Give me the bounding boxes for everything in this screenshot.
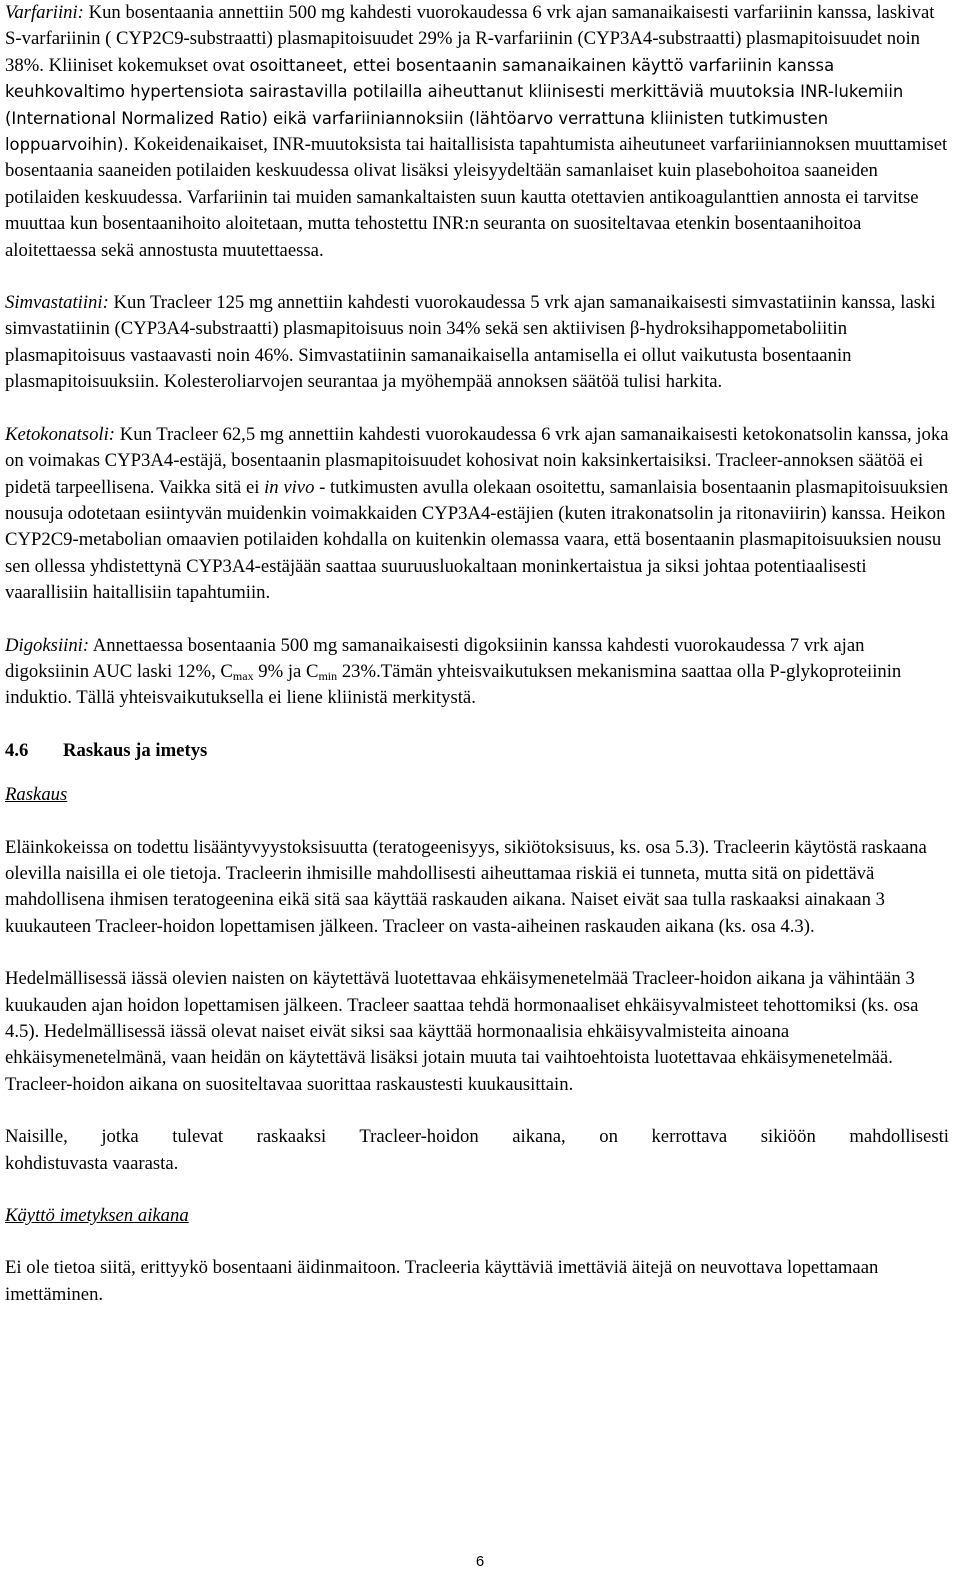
ketoconazole-text-1: Kun Tracleer 62,5 mg annettiin kahdesti vuorokaudessa 6 vrk ajan samanaikaisesti ketokonatsolin kanssa, joka on voimakas CYP3A4-estäjä, bosentaanin plasmapitoisuudet kohosivat noin kaksinkertaisiksi. Tracleer-annoksen säätöä ei pidetä tarpeellisena. Vaikka sitä ei (5, 423, 949, 498)
cmin-subscript: min (318, 668, 338, 683)
pregnancy-paragraph-3-line-2: kohdistuvasta vaarasta. (5, 1152, 179, 1174)
digoxin-text-1: Annettaessa bosentaania 500 mg samanaikaisesti digoksiinin kanssa kahdesti vuorokaudessa 7 vrk ajan digoksiinin AUC laski 12%, C (5, 634, 865, 682)
ketoconazole-paragraph (5, 422, 949, 607)
pregnancy-paragraph-3-line-1: Naisille, jotka tulevat raskaaksi Tracleer-hoidon aikana, on kerrottava sikiöön mahdollisesti (5, 1126, 949, 1148)
pregnancy-paragraph-3 (5, 1124, 949, 1177)
in-vivo-term: in vivo (264, 476, 315, 498)
ketoconazole-label: Ketokonatsoli: (5, 423, 116, 445)
page-number: 6 (475, 1553, 485, 1570)
warfarin-text-3: Kokeidenaikaiset, INR-muutoksista tai haitallisista tapahtumista aiheutuneet varfariiniannoksen muuttamiset bosentaania saaneiden potilaiden keskuudessa olivat lisäksi yleisyydeltään samanlaiset kuin plasebohoitoa saaneiden potilaiden keskuudessa. Varfariinin tai muiden samankaltaisten suun kautta otettavien antikoagulanttien annosta ei tarvitse muuttaa kun bosentaanihoito aloitetaan, mutta tehostettu INR:n seuranta on suositeltavaa etenkin bosentaanihoitoa aloitettaessa sekä annostusta muutettaessa. (5, 134, 948, 261)
digoxin-paragraph (5, 633, 949, 712)
digoxin-label: Digoksiini: (5, 634, 90, 656)
lactation-paragraph: Ei ole tietoa siitä, erittyykö bosentaani äidinmaitoon. Tracleeria käyttäviä imettäviä äitejä on neuvottava lopettamaan imettäminen. (5, 1257, 879, 1305)
digoxin-text-3: 23%.Tämän yhteisvaikutuksen mekanismina saattaa olla P-glykoproteiinin induktio. Tällä yhteisvaikutuksella ei liene kliinistä merkitystä. (5, 660, 902, 709)
pregnancy-paragraph-1: Eläinkokeissa on todettu lisääntyvyystoksisuutta (teratogeenisyys, sikiötoksisuus, ks. osa 5.3). Tracleerin käytöstä raskaana olevilla naisilla ei ole tietoja. Tracleerin ihmisille mahdollisesti aiheuttamaa riskiä ei tunneta, mutta sitä on pidettävä mahdollisena ihmisen teratogeenina eikä sitä saa käyttää raskauden aikana. Naiset eivät saa tulla raskaaksi ainakaan 3 kuukauteen Tracleer-hoidon lopettamisen jälkeen. Tracleer on vasta-aiheinen raskauden aikana (ks. osa 4.3). (5, 836, 927, 937)
simvastatin-text: Kun Tracleer 125 mg annettiin kahdesti vuorokaudessa 5 vrk ajan samanaikaisesti simvastatiinin kanssa, laski simvastatiinin (CYP3A4-substraatti) plasmapitoisuus noin 34% sekä sen aktiivisen β-hydroksihappometaboliitin plasmapitoisuus vastaavasti noin 46%. Simvastatiinin samanaikaisella antamisella ei ollut vaikutusta bosentaanin plasmapitoisuuksiin. Kolesteroliarvojen seurantaa ja myöhempää annoksen säätöä tulisi harkita. (5, 292, 936, 393)
warfarin-text-1: Kun bosentaania annettiin 500 mg kahdesti vuorokaudessa 6 vrk ajan samanaikaisesti varfariinin kanssa, laskivat S-varfariinin ( CYP2C9-substraatti) plasmapitoisuudet 29% ja R-varfariinin (CYP3A4-substraatti) plasmapitoisuudet noin 38%. Kliiniset kokemukset ovat (5, 2, 935, 76)
pregnancy-paragraph-2: Hedelmällisessä iässä olevien naisten on käytettävä luotettavaa ehkäisymenetelmää Tracleer-hoidon aikana ja vähintään 3 kuukauden ajan hoidon lopettamisen jälkeen. Tracleer saattaa tehdä hormonaaliset ehkäisyvalmisteet tehottomiksi (ks. osa 4.5). Hedelmällisessä iässä olevat naiset eivät siksi saa käyttää hormonaalisia ehkäisyvalmisteita ainoana ehkäisymenetelmänä, vaan heidän on käytettävä lisäksi jotain muuta tai vaihtoehtoista luotettavaa ehkäisymenetelmää. Tracleer-hoidon aikana on suositeltavaa suorittaa raskaustesti kuukausittain. (5, 968, 919, 1095)
document-page (5, 0, 949, 1334)
section-title: Raskaus ja imetys (63, 739, 208, 761)
cmax-subscript: max (232, 668, 254, 683)
warfarin-label: Varfariini: (5, 2, 84, 23)
section-number: 4.6 (5, 739, 29, 761)
pregnancy-heading (5, 782, 949, 808)
lactation-heading-text: Käyttö imetyksen aikana (5, 1205, 189, 1227)
lactation-heading (5, 1203, 949, 1229)
pregnancy-heading-text: Raskaus (5, 784, 68, 806)
section-heading (5, 738, 949, 764)
simvastatin-paragraph (5, 290, 949, 396)
digoxin-text-2: 9% ja C (253, 660, 319, 682)
warfarin-paragraph (5, 0, 949, 264)
warfarin-text-2: osoittaneet, ettei bosentaanin samanaikainen käyttö varfariinin kanssa keuhkovaltimo hypertensiota sairastavilla potilailla aiheuttanut kliinisesti merkittäviä muutoksia INR-lukemiin (International Normalized Ratio) eikä varfariiniannoksiin (lähtöarvo verrattuna kliinisten tutkimusten loppuarvoihin). (5, 55, 904, 155)
simvastatin-label: Simvastatiini: (5, 292, 109, 314)
ketoconazole-text-2: - tutkimusten avulla olekaan osoitettu, samanlaisia bosentaanin plasmapitoisuuksien nousuja odotetaan esiintyvän muidenkin voimakkaiden CYP3A4-estäjien (kuten itrakonatsolin ja ritonaviirin) kanssa. Heikon CYP2C9-metabolian omaavien potilaiden kohdalla on kuitenkin olemassa vaara, että bosentaanin plasmapitoisuuksien nousu sen ollessa yhdistettynä CYP3A4-estäjään saattaa suuruusluokaltaan moninkertaistua ja siksi johtaa potentiaalisesti vaarallisiin haitallisiin tapahtumiin. (5, 476, 949, 604)
